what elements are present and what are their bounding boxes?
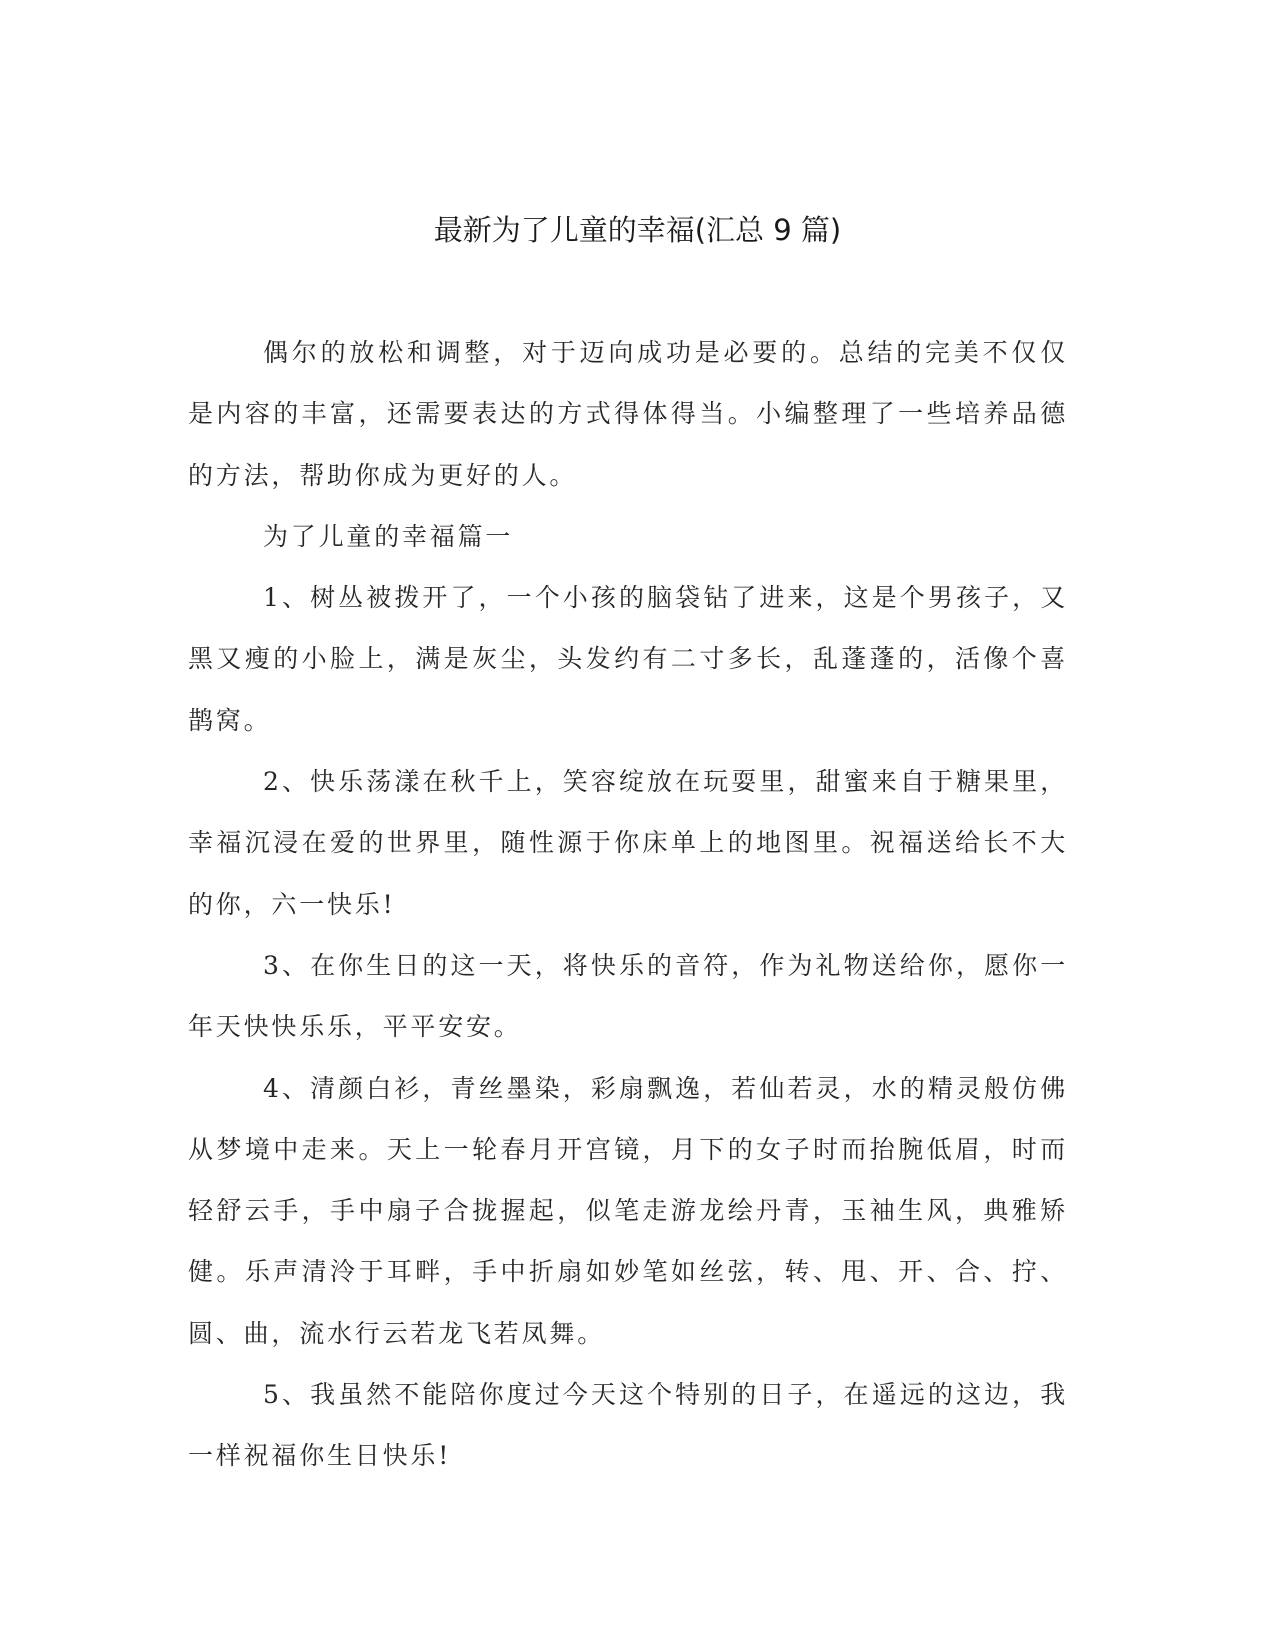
list-item-1: 1、树丛被拨开了，一个小孩的脑袋钻了进来，这是个男孩子，又黑又瘦的小脸上，满是灰尘，头发约有二寸多长，乱蓬蓬的，活像个喜鹊窝。 bbox=[188, 583, 1068, 735]
document-body bbox=[188, 322, 1068, 1487]
list-item-5: 5、我虽然不能陪你度过今天这个特别的日子，在遥远的这边，我一样祝福你生日快乐! bbox=[188, 1380, 1068, 1471]
list-item-2: 2、快乐荡漾在秋千上，笑容绽放在玩耍里，甜蜜来自于糖果里，幸福沉浸在爱的世界里，随性源于你床单上的地图里。祝福送给长不大的你，六一快乐! bbox=[188, 767, 1068, 919]
section-heading: 为了儿童的幸福篇一 bbox=[263, 521, 514, 551]
list-item-4: 4、清颜白衫，青丝墨染，彩扇飘逸，若仙若灵，水的精灵般仿佛从梦境中走来。天上一轮春月开宫镜，月下的女子时而抬腕低眉，时而轻舒云手，手中扇子合拢握起，似笔走游龙绘丹青，玉袖生风，典雅矫健。乐声清泠于耳畔，手中折扇如妙笔如丝弦，转、甩、开、合、拧、圆、曲，流水行云若龙飞若凤舞。 bbox=[188, 1073, 1068, 1348]
document-title: 最新为了儿童的幸福(汇总 9 篇) bbox=[433, 213, 842, 247]
intro-paragraph: 偶尔的放松和调整，对于迈向成功是必要的。总结的完美不仅仅是内容的丰富，还需要表达的方式得体得当。小编整理了一些培养品德的方法，帮助你成为更好的人。 bbox=[188, 338, 1068, 490]
list-item-3: 3、在你生日的这一天，将快乐的音符，作为礼物送给你，愿你一年天快快乐乐，平平安安。 bbox=[188, 950, 1068, 1042]
